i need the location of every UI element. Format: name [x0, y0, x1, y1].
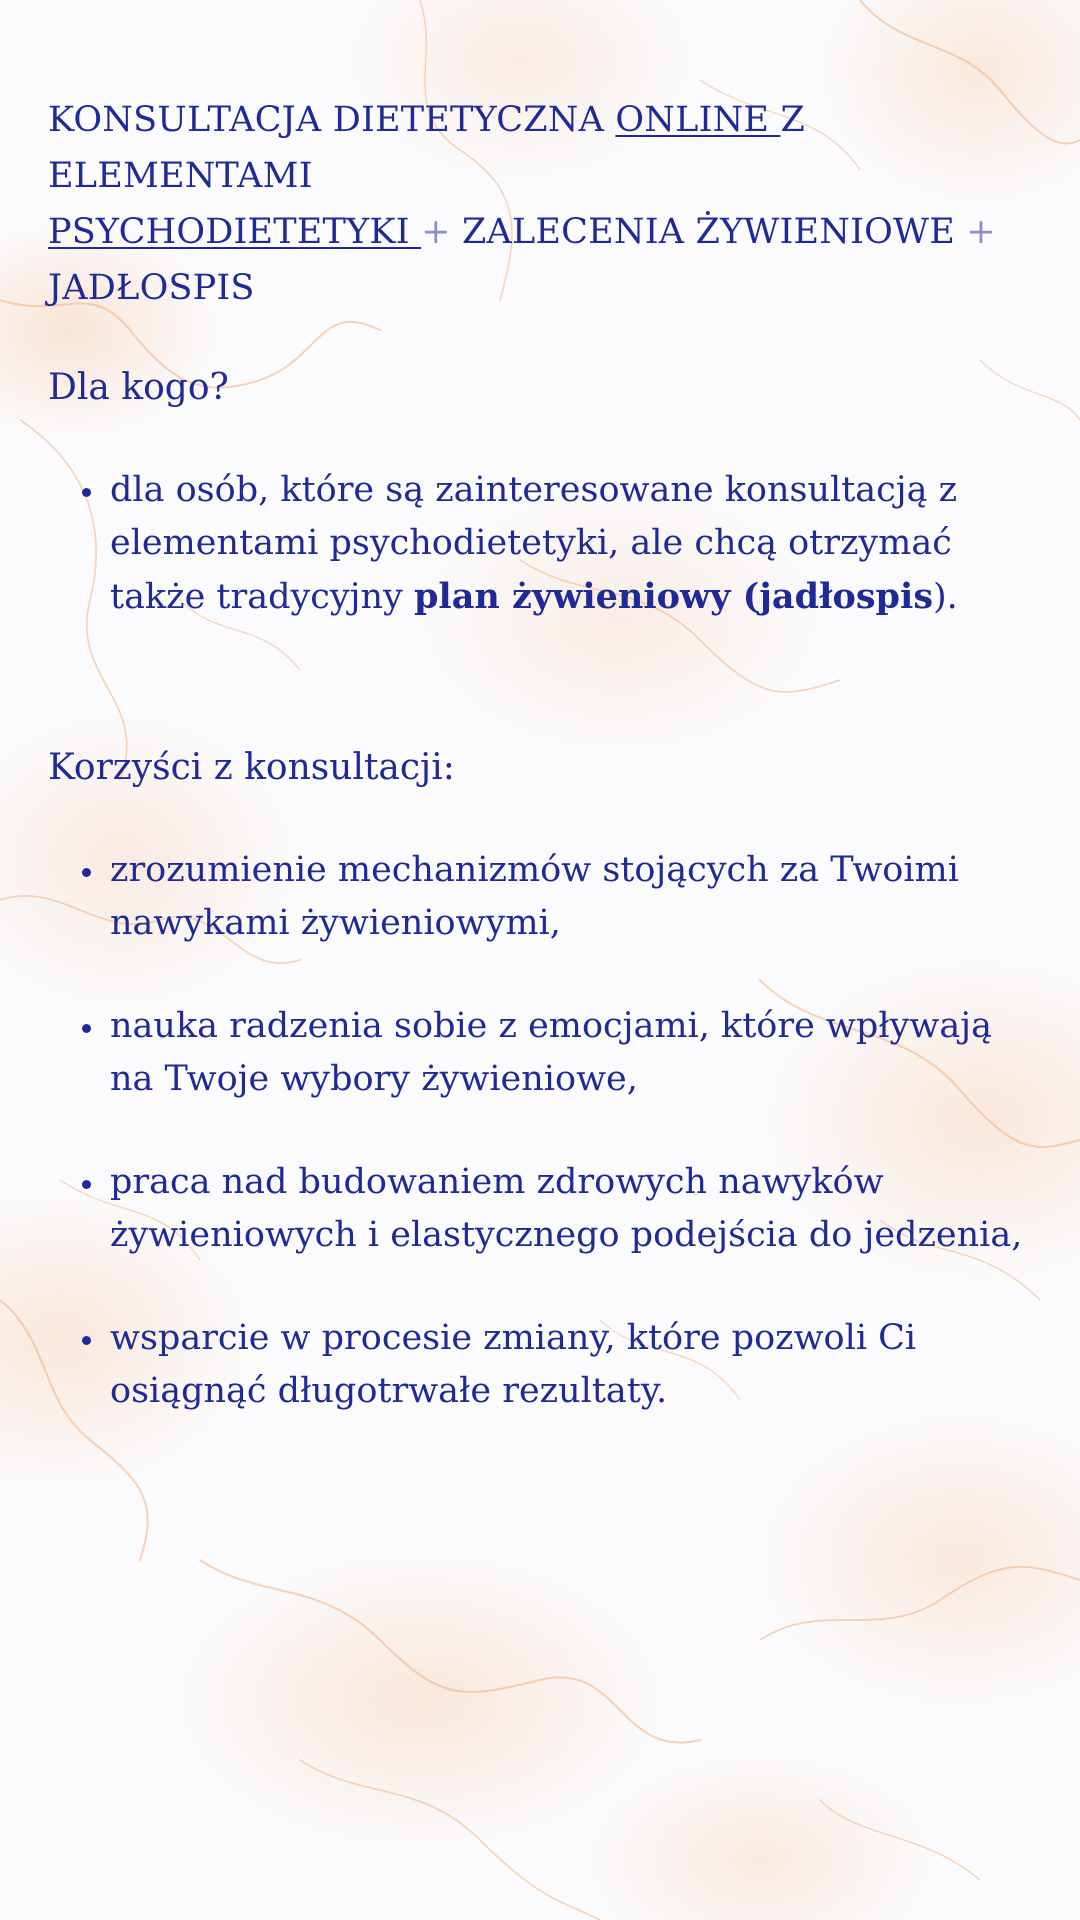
main-content: [48, 92, 1028, 1418]
bullet-icon: [82, 1180, 91, 1189]
for-whom-text-end: ).: [933, 577, 958, 617]
benefit-text: zrozumienie mechanizmów stojących za Twoimi nawykami żywieniowymi,: [110, 850, 959, 943]
benefit-text: wsparcie w procesie zmiany, które pozwoli Ci osiągnąć długotrwałe rezultaty.: [110, 1318, 917, 1411]
for-whom-bold: plan żywieniowy (jadłospis: [413, 576, 934, 617]
for-whom-list: [48, 464, 1028, 624]
page-title: [48, 92, 1028, 316]
list-item: [48, 844, 1028, 950]
benefits-heading: Korzyści z konsultacji:: [48, 747, 455, 788]
benefits-list: [48, 844, 1028, 1418]
list-item: [48, 1156, 1028, 1262]
title-part-1: KONSULTACJA DIETETYCZNA: [48, 100, 616, 140]
list-item: [48, 1312, 1028, 1418]
for-whom-text: dla osób, które są zainteresowane konsultacją z elementami psychodietetyki, ale chcą otrzymać także tradycyjny: [110, 470, 958, 617]
title-part-4: JADŁOSPIS: [48, 268, 255, 308]
title-part-2: Z ELEMENTAMI: [48, 100, 806, 196]
title-psychodietetyki-underlined: PSYCHODIETETYKI: [48, 212, 422, 252]
benefit-text: nauka radzenia sobie z emocjami, które wpływają na Twoje wybory żywieniowe,: [110, 1006, 992, 1099]
bullet-icon: [82, 488, 91, 497]
list-item: [48, 464, 1028, 624]
for-whom-heading: Dla kogo?: [48, 367, 229, 408]
benefit-text: praca nad budowaniem zdrowych nawyków żywieniowych i elastycznego podejścia do jedzenia,: [110, 1162, 1023, 1255]
bullet-icon: [82, 1336, 91, 1345]
title-part-3: ZALECENIA ŻYWIENIOWE: [450, 212, 967, 252]
bullet-icon: [82, 1024, 91, 1033]
title-online-underlined: ONLINE: [615, 100, 781, 140]
list-item: [48, 1000, 1028, 1106]
title-plus-2: +: [966, 212, 996, 252]
bullet-icon: [82, 868, 91, 877]
title-plus-1: +: [421, 212, 451, 252]
